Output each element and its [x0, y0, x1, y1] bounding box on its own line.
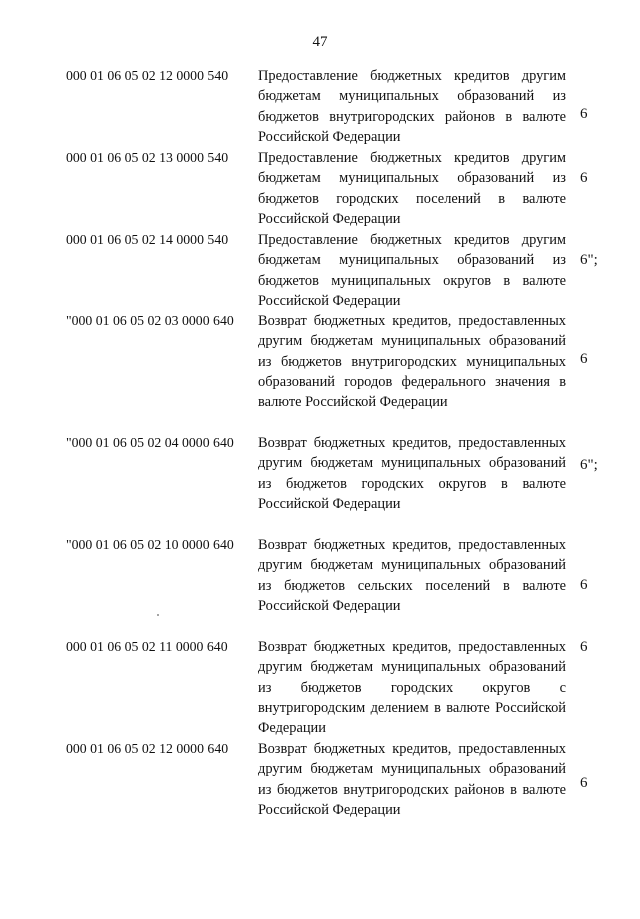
amount-value: 6 [580, 170, 588, 186]
budget-classification-code: 000 01 06 05 02 13 0000 540 [66, 150, 229, 165]
budget-code-table [0, 66, 640, 841]
amount-value: 6"; [580, 457, 598, 473]
table-row [0, 311, 640, 433]
code-description: Предоставление бюджетных кредитов другим бюджетам муниципальных образований из бюджетов муниципальных округов в валюте Российской Федерации [258, 232, 566, 309]
budget-classification-code: 000 01 06 05 02 12 0000 640 [66, 741, 229, 756]
budget-classification-code: 000 01 06 05 02 11 0000 640 [66, 639, 228, 654]
amount-value: 6 [580, 639, 588, 655]
amount-value: 6 [580, 577, 588, 593]
budget-classification-code: "000 01 06 05 02 03 0000 640 [66, 313, 234, 328]
code-description: Предоставление бюджетных кредитов другим бюджетам муниципальных образований из бюджетов городских поселений в валюте Российской Федерации [258, 150, 566, 227]
code-description: Возврат бюджетных кредитов, предоставленных другим бюджетам муниципальных образований из бюджетов внутригородских районов в валюте Российской Федерации [258, 741, 566, 818]
amount-value: 6 [580, 351, 588, 367]
code-description: Предоставление бюджетных кредитов другим бюджетам муниципальных образований из бюджетов внутригородских районов в валюте Российской Федерации [258, 68, 566, 145]
amount-value: 6"; [580, 252, 598, 268]
code-description: Возврат бюджетных кредитов, предоставленных другим бюджетам муниципальных образований из бюджетов сельских поселений в валюте Российской Федерации [258, 537, 566, 614]
page-number: 47 [312, 34, 328, 50]
table-row [0, 637, 640, 739]
budget-classification-code: "000 01 06 05 02 10 0000 640 [66, 537, 234, 552]
budget-classification-code: "000 01 06 05 02 04 0000 640 [66, 435, 234, 450]
code-description: Возврат бюджетных кредитов, предоставленных другим бюджетам муниципальных образований из бюджетов внутригородских муниципальных образований городов федерального значения в валюте Российской Федерации [258, 313, 566, 411]
table-row [0, 230, 640, 311]
table-row [0, 66, 640, 148]
amount-value: 6 [580, 775, 588, 791]
table-row [0, 739, 640, 841]
scan-speck [157, 614, 159, 616]
budget-classification-code: 000 01 06 05 02 12 0000 540 [66, 68, 229, 83]
table-row [0, 148, 640, 230]
table-row [0, 535, 640, 637]
amount-value: 6 [580, 106, 588, 122]
table-row [0, 433, 640, 535]
code-description: Возврат бюджетных кредитов, предоставленных другим бюджетам муниципальных образований из бюджетов городских округов в валюте Российской Федерации [258, 435, 566, 512]
budget-classification-code: 000 01 06 05 02 14 0000 540 [66, 232, 229, 247]
code-description: Возврат бюджетных кредитов, предоставленных другим бюджетам муниципальных образований из бюджетов городских округов с внутригородским делением в валюте Российской Федерации [258, 639, 566, 737]
